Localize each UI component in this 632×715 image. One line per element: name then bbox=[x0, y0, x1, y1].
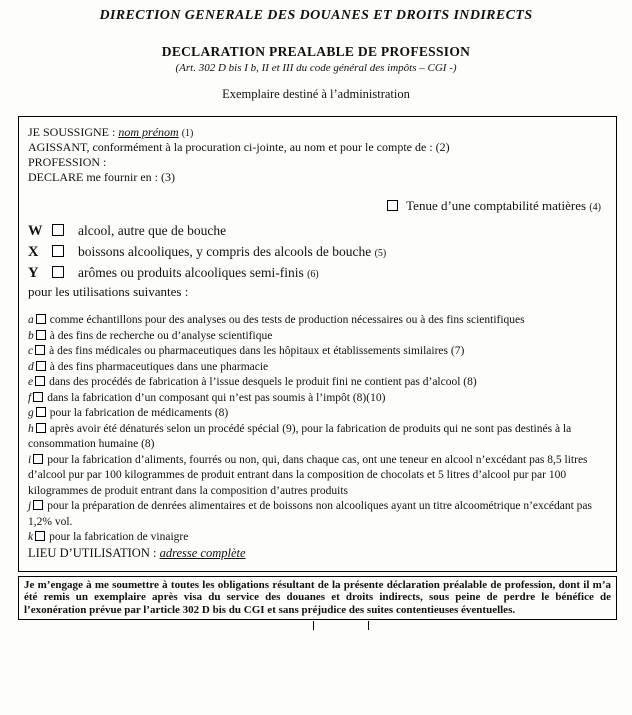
usage-letter: j bbox=[28, 500, 32, 512]
usage-letter: d bbox=[28, 360, 34, 373]
lieu-label: LIEU D’UTILISATION : bbox=[28, 545, 157, 560]
product-letter: W bbox=[28, 223, 43, 239]
lieu-row bbox=[28, 546, 607, 561]
usage-letter: f bbox=[28, 391, 32, 404]
usage-row-h bbox=[28, 422, 607, 453]
tenue-note: (4) bbox=[589, 202, 601, 213]
usage-text: comme échantillons pour des analyses ou des tests de production nécessaires ou à des fins scientifiques bbox=[49, 314, 525, 326]
usage-letter: g bbox=[28, 407, 34, 419]
product-letter: X bbox=[28, 244, 39, 260]
usage-text: après avoir été dénaturés selon un procédé spécial (9), pour la fabrication de produits qui ne sont pas destinés à la consommation humaine (8) bbox=[28, 422, 572, 450]
usage-letter: e bbox=[28, 376, 34, 388]
usage-text: dans des procédés de fabrication à l’issue desquels le produit fini ne contient pas d’alcool (8) bbox=[49, 376, 477, 388]
lieu-address-field[interactable]: adresse complète bbox=[159, 545, 246, 560]
usage-text: pour la fabrication d’aliments, fourrés ou non, qui, dans chaque cas, ont une teneur en alcool n’excédant pas 8,5 litres d’alcool pur par 100 kilogrammes de produit entrant dans la composition de chocolats et 5 litres d’alcool pur par 100 kilogrammes de produit entrant dans la composition d’autres produits bbox=[28, 453, 588, 497]
product-label: boissons alcooliques, y compris des alcools de bouche bbox=[78, 244, 372, 259]
product-checkbox-w[interactable] bbox=[52, 224, 64, 236]
product-row-x bbox=[28, 242, 607, 263]
soussigne-name-field[interactable]: nom prénom bbox=[118, 125, 179, 139]
product-list bbox=[28, 221, 607, 284]
soussigne-row bbox=[28, 125, 607, 140]
usage-row-c bbox=[28, 344, 607, 360]
product-label: alcool, autre que de bouche bbox=[78, 223, 227, 238]
usage-letter: i bbox=[28, 453, 32, 466]
document-header bbox=[0, 0, 632, 102]
tenue-checkbox[interactable] bbox=[387, 200, 398, 211]
usages-title: pour les utilisations suivantes : bbox=[28, 284, 189, 299]
usage-row-i bbox=[28, 453, 607, 500]
usage-checkbox-g[interactable] bbox=[36, 407, 46, 417]
document-title: DECLARATION PREALABLE DE PROFESSION bbox=[161, 44, 471, 59]
usage-checkbox-c[interactable] bbox=[35, 345, 45, 355]
tenue-comptabilite-row bbox=[28, 198, 607, 214]
usage-letter: b bbox=[28, 329, 34, 342]
usage-checkbox-a[interactable] bbox=[36, 314, 46, 324]
usage-checkbox-i[interactable] bbox=[33, 454, 43, 464]
usage-text: à des fins de recherche ou d’analyse scientifique bbox=[49, 329, 273, 342]
usage-row-e bbox=[28, 375, 607, 391]
usage-text: à des fins pharmaceutiques dans une pharmacie bbox=[49, 360, 269, 373]
signature-table-fragment bbox=[18, 620, 617, 628]
usage-list bbox=[28, 313, 607, 546]
declare-row: DECLARE me fournir en : (3) bbox=[28, 170, 175, 184]
usage-letter: h bbox=[28, 422, 34, 435]
profession-row: PROFESSION : bbox=[28, 155, 107, 169]
usage-checkbox-j[interactable] bbox=[33, 500, 43, 510]
table-divider-line bbox=[368, 621, 369, 630]
usage-row-f bbox=[28, 391, 607, 407]
usage-checkbox-d[interactable] bbox=[36, 361, 46, 371]
copy-destination: Exemplaire destiné à l’administration bbox=[222, 87, 410, 101]
usage-checkbox-h[interactable] bbox=[36, 423, 46, 433]
declaration-form-box bbox=[18, 116, 617, 572]
usage-checkbox-e[interactable] bbox=[35, 376, 45, 386]
usage-letter: c bbox=[28, 345, 34, 357]
agency-title: DIRECTION GENERALE DES DOUANES ET DROITS INDIRECTS bbox=[99, 8, 533, 23]
usage-text: pour la préparation de denrées alimentaires et de boissons non alcooliques ayant un titre alcoométrique n’excédant pas 1,2% vol. bbox=[28, 500, 592, 528]
usage-row-g bbox=[28, 406, 607, 422]
usage-text: pour la fabrication de vinaigre bbox=[49, 531, 189, 543]
product-note: (5) bbox=[374, 248, 387, 259]
usage-text: dans la fabrication d’un composant qui n’est pas soumis à l’impôt (8)(10) bbox=[47, 391, 386, 404]
usage-letter: k bbox=[28, 531, 34, 543]
usage-checkbox-k[interactable] bbox=[35, 531, 45, 541]
soussigne-note: (1) bbox=[181, 128, 194, 139]
product-letter: Y bbox=[28, 265, 39, 281]
product-label: arômes ou produits alcooliques semi-finis bbox=[78, 265, 304, 280]
product-checkbox-x[interactable] bbox=[52, 245, 64, 257]
usage-text: à des fins médicales ou pharmaceutiques dans les hôpitaux et établissements similaires (7) bbox=[49, 345, 465, 357]
engagement-statement: Je m’engage à me soumettre à toutes les obligations résultant de la présente déclaration préalable de profession, dont il m’a été remis un exemplaire après visa du service des douanes et droits indirects, sous peine de perdre le bénéfice de l’exonération prévue par l’article 302 D bis du CGI et sans préjudice des suites contentieuses éventuelles. bbox=[18, 576, 617, 621]
product-row-y bbox=[28, 263, 607, 284]
product-note: (6) bbox=[307, 269, 319, 280]
usage-row-b bbox=[28, 329, 607, 345]
usage-letter: a bbox=[28, 314, 34, 326]
usage-row-a bbox=[28, 313, 607, 329]
soussigne-label: JE SOUSSIGNE : bbox=[28, 125, 116, 139]
usage-row-k bbox=[28, 530, 607, 546]
agissant-row: AGISSANT, conformément à la procuration ci-jointe, au nom et pour le compte de : (2) bbox=[28, 140, 450, 154]
tenue-label: Tenue d’une comptabilité matières bbox=[406, 198, 587, 213]
table-divider-line bbox=[313, 621, 314, 630]
product-row-w bbox=[28, 221, 607, 242]
usage-text: pour la fabrication de médicaments (8) bbox=[49, 407, 229, 419]
product-checkbox-y[interactable] bbox=[52, 266, 64, 278]
usage-row-d bbox=[28, 360, 607, 376]
usage-checkbox-b[interactable] bbox=[36, 330, 46, 340]
legal-reference: (Art. 302 D bis I b, II et III du code général des impôts – CGI -) bbox=[175, 62, 457, 74]
usage-row-j bbox=[28, 499, 607, 530]
usage-checkbox-f[interactable] bbox=[33, 392, 43, 402]
